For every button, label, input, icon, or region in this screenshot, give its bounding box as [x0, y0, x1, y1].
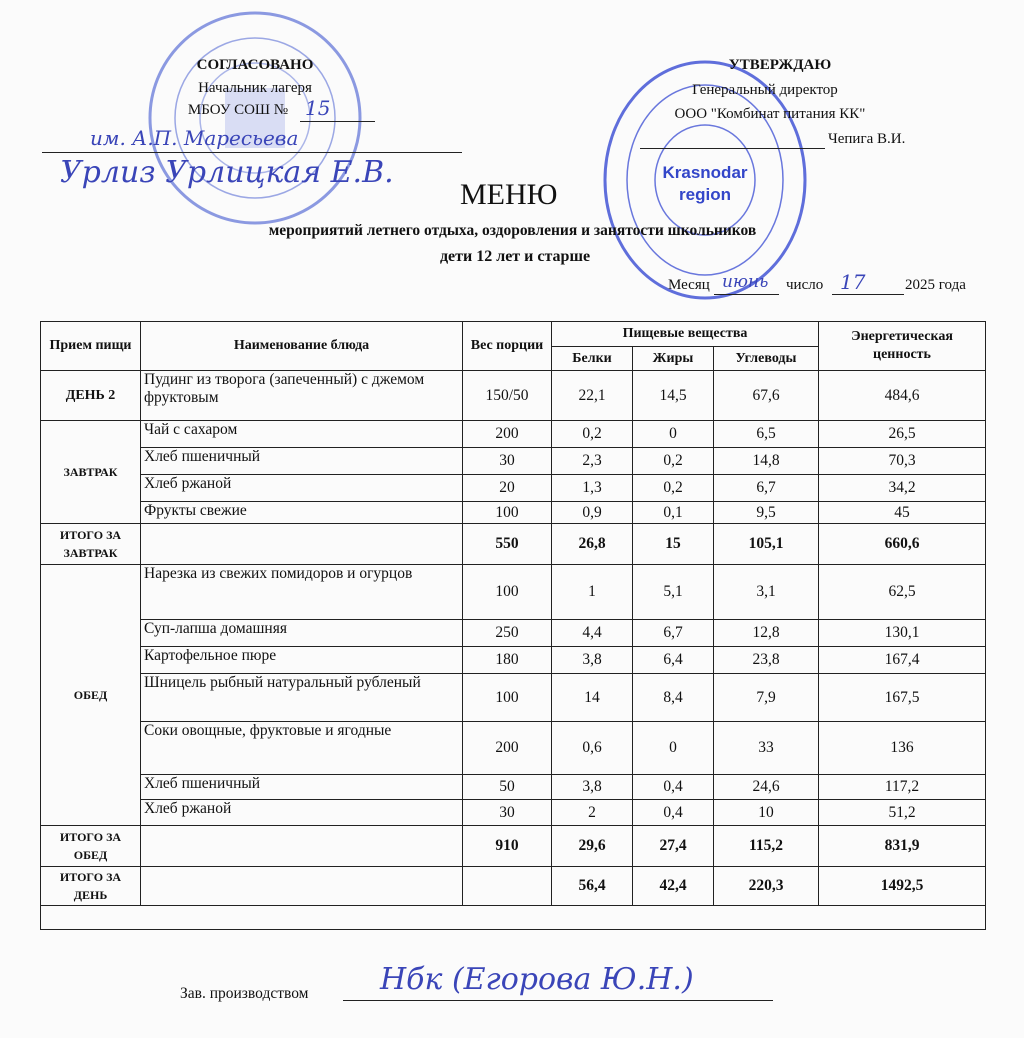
footer-signature: Нбк (Егорова Ю.Н.): [380, 962, 694, 997]
cell-weight: 100: [463, 502, 552, 524]
cell-fat: 0,4: [633, 775, 714, 800]
breakfast-total-row: ИТОГО ЗА ЗАВТРАК 550 26,8 15 105,1 660,6: [41, 524, 986, 565]
header-nutrients: Пищевые вещества: [552, 322, 819, 347]
dish-name: Хлеб ржаной: [141, 475, 463, 502]
cell-weight: 30: [463, 448, 552, 475]
table-row: ДЕНЬ 2 Пудинг из творога (запеченный) с джемом фруктовым 150/50 22,1 14,5 67,6 484,6: [41, 371, 986, 421]
approved-left-title: СОГЛАСОВАНО: [196, 57, 314, 73]
cell-energy: 62,5: [819, 565, 986, 620]
left-signature-line: им. А.П. Маресьева: [90, 126, 299, 150]
dish-name: Хлеб пшеничный: [141, 448, 463, 475]
cell-protein: 3,8: [552, 647, 633, 674]
cell-weight: 250: [463, 620, 552, 647]
cell-carbs: 14,8: [714, 448, 819, 475]
cell-energy: 34,2: [819, 475, 986, 502]
table-row: [41, 502, 986, 524]
cell-carbs: 12,8: [714, 620, 819, 647]
cell-energy: 45: [819, 502, 986, 524]
header-weight: Вес порции: [463, 322, 552, 371]
cell-weight: 20: [463, 475, 552, 502]
cell-weight: 100: [463, 674, 552, 722]
cell-fat: 8,4: [633, 674, 714, 722]
approved-right-name: Чепига В.И.: [828, 131, 906, 147]
approved-right-role: Генеральный директор: [692, 82, 838, 98]
cell-fat: 5,1: [633, 565, 714, 620]
cell-carbs: 23,8: [714, 647, 819, 674]
cell-energy: 117,2: [819, 775, 986, 800]
cell-protein: 0,6: [552, 722, 633, 775]
cell-energy: 70,3: [819, 448, 986, 475]
header-fat: Жиры: [633, 347, 714, 371]
cell-protein: 0,9: [552, 502, 633, 524]
cell-weight: 30: [463, 800, 552, 826]
cell-carbs: 7,9: [714, 674, 819, 722]
header-carbs: Углеводы: [714, 347, 819, 371]
table-row: [41, 674, 986, 722]
header-protein: Белки: [552, 347, 633, 371]
date-month-label: Месяц: [668, 277, 710, 293]
table-row: [41, 475, 986, 502]
cell-fat: 0,4: [633, 800, 714, 826]
cell-fat: 0,2: [633, 475, 714, 502]
cell-carbs: 24,6: [714, 775, 819, 800]
cell-fat: 6,4: [633, 647, 714, 674]
cell-fat: 0,2: [633, 448, 714, 475]
date-year: 2025 года: [905, 277, 966, 293]
day-total-row: ИТОГО ЗА ДЕНЬ 56,4 42,4 220,3 1492,5: [41, 867, 986, 906]
date-day-label: число: [786, 277, 824, 293]
meal-label: ЗАВТРАК: [41, 421, 141, 524]
cell-weight: 200: [463, 421, 552, 448]
date-month: июнь: [722, 272, 769, 292]
cell-weight: 180: [463, 647, 552, 674]
cell-protein: 3,8: [552, 775, 633, 800]
cell-fat: 0: [633, 722, 714, 775]
dish-name: Картофельное пюре: [141, 647, 463, 674]
cell-weight: 200: [463, 722, 552, 775]
header-meal: Прием пищи: [41, 322, 141, 371]
dish-name: Суп-лапша домашняя: [141, 620, 463, 647]
table-row: [41, 722, 986, 775]
left-signature: Урлиз Урлицкая Е.В.: [60, 155, 394, 190]
dish-name: Нарезка из свежих помидоров и огурцов: [141, 565, 463, 620]
cell-carbs: 33: [714, 722, 819, 775]
cell-carbs: 6,7: [714, 475, 819, 502]
cell-carbs: 3,1: [714, 565, 819, 620]
cell-protein: 1,3: [552, 475, 633, 502]
table-row: [41, 448, 986, 475]
table-row: [41, 647, 986, 674]
approved-left-role: Начальник лагеря: [198, 80, 312, 96]
cell-energy: 136: [819, 722, 986, 775]
svg-text:Krasnodar: Krasnodar: [662, 163, 748, 182]
cell-protein: 2,3: [552, 448, 633, 475]
cell-energy: 130,1: [819, 620, 986, 647]
dish-name: Соки овощные, фруктовые и ягодные: [141, 722, 463, 775]
approved-right-title: УТВЕРЖДАЮ: [728, 57, 832, 73]
cell-fat: 0,1: [633, 502, 714, 524]
cell-energy: 167,5: [819, 674, 986, 722]
header-energy: Энергетическая ценность: [819, 322, 986, 371]
cell-energy: 26,5: [819, 421, 986, 448]
approved-right-org: ООО "Комбинат питания КК": [674, 106, 866, 122]
footer-label: Зав. производством: [180, 985, 309, 1002]
cell-fat: 6,7: [633, 620, 714, 647]
cell-carbs: 10: [714, 800, 819, 826]
age-group: дети 12 лет и старше: [439, 248, 591, 265]
menu-table: [40, 321, 986, 930]
lunch-total-row: ИТОГО ЗА ОБЕД 910 29,6 27,4 115,2 831,9: [41, 826, 986, 867]
cell-protein: 1: [552, 565, 633, 620]
page-title: МЕНЮ: [460, 178, 558, 211]
cell-fat: 0: [633, 421, 714, 448]
dish-name: Хлеб пшеничный: [141, 775, 463, 800]
cell-weight: 100: [463, 565, 552, 620]
dish-name: Хлеб ржаной: [141, 800, 463, 826]
cell-carbs: 9,5: [714, 502, 819, 524]
school-number: 15: [305, 96, 331, 120]
cell-weight: 50: [463, 775, 552, 800]
cell-carbs: 6,5: [714, 421, 819, 448]
dish-name: Чай с сахаром: [141, 421, 463, 448]
meal-label: ОБЕД: [41, 565, 141, 826]
cell-protein: 4,4: [552, 620, 633, 647]
table-row: [41, 620, 986, 647]
header-dish: Наименование блюда: [141, 322, 463, 371]
svg-text:region: region: [679, 185, 731, 204]
approved-left-org: МБОУ СОШ №: [187, 102, 289, 118]
table-row: [41, 800, 986, 826]
table-row: [41, 565, 986, 620]
date-day: 17: [840, 270, 866, 294]
table-row: [41, 775, 986, 800]
dish-name: Шницель рыбный натуральный рубленый: [141, 674, 463, 722]
cell-energy: 167,4: [819, 647, 986, 674]
cell-energy: 51,2: [819, 800, 986, 826]
cell-protein: 2: [552, 800, 633, 826]
table-row: [41, 421, 986, 448]
cell-protein: 0,2: [552, 421, 633, 448]
dish-name: Фрукты свежие: [141, 502, 463, 524]
cell-protein: 14: [552, 674, 633, 722]
subtitle: мероприятий летнего отдыха, оздоровления и занятости школьников: [268, 222, 757, 239]
